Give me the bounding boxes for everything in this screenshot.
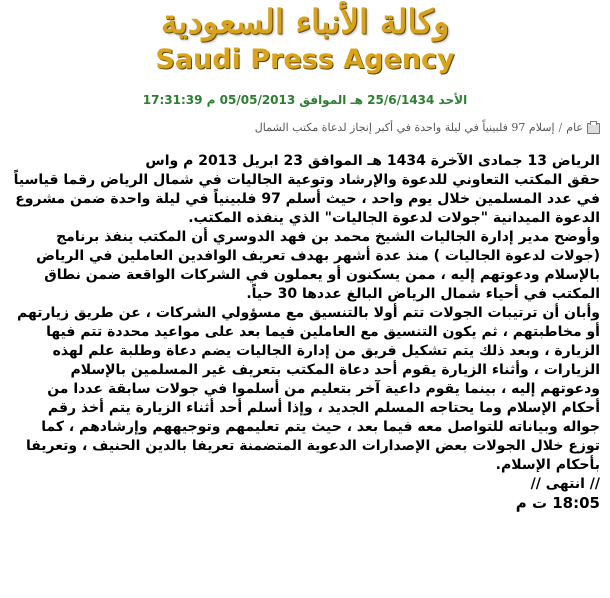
breadcrumb-headline: إسلام 97 فلبينياً في ليلة واحدة في أكبر إنجاز لدعاة مكتب الشمال bbox=[254, 121, 555, 134]
article-paragraph: وأبان أن ترتيبات الجولات تتم أولا بالتنسيق مع مسؤولي الشركات ، عن طريق زيارتهم أو مخاطبتهم ، ثم يكون التنسيق مع العاملين فيما بعد على مواعيد محددة تتم فيها الزيارة ، وبعد ذلك يتم تشكيل فريق من إدارة الجاليات يضم دعاة وطلبة علم لهذه الزيارات ، وأثناء الزيارة يقوم أحد دعاة المكتب بتعريف غير المسلمين بالإسلام ودعوتهم إليه ، بينما يقوم داعية آخر بتعليم من أسلموا في جولات سابقة عددا من أحكام الإسلام وما يحتاجه المسلم الجديد ، وإذا أسلم أحد أثناء الزيارة يتم أخذ رقم جواله وبياناته للتواصل معه فيما بعد ، حيث يتم تعليمهم وتوجيههم وإرشادهم ، كما توزع خلال الجولات بعض الإصدارات الدعوية المتضمنة تعريفا بالدين الحنيف ، وتعريفا بأحكام الإسلام. bbox=[16, 305, 600, 473]
breadcrumb bbox=[255, 120, 600, 136]
article-paragraph: وأوضح مدير إدارة الجاليات الشيخ محمد بن فهد الدوسري أن المكتب ينفذ برنامج (جولات لدعوة الجاليات ) منذ عدة أشهر بهدف تعريف الوافدين العاملين في الرياض بالإسلام ودعوتهم إليه ، ممن يسكنون أو يعملون في الشركات الواقعة ضمن نطاق المكتب في أحياء شمال الرياض البالغ عددها 30 حياً. bbox=[36, 229, 600, 302]
breadcrumb-separator: / bbox=[558, 121, 563, 134]
article-paragraph: الرياض 13 جمادى الآخرة 1434 هـ الموافق 23 ابريل 2013 م واس bbox=[145, 153, 600, 169]
article-paragraph: حقق المكتب التعاوني للدعوة والإرشاد وتوعية الجاليات في شمال الرياض رقما قياسياً في عدد المسلمين خلال يوم واحد ، حيث أسلم 97 فلبينياً في ليلة واحدة ضمن مشروع الدعوة الميدانية "جولات لدعوة الجاليات" الذي ينفذه المكتب. bbox=[13, 172, 600, 226]
breadcrumb-section[interactable]: عام bbox=[566, 121, 583, 134]
print-icon[interactable] bbox=[587, 123, 600, 134]
logo-arabic: وكالة الأنباء السعودية bbox=[160, 2, 450, 41]
time-stamp: 18:05 ت م bbox=[515, 494, 600, 512]
article-body bbox=[8, 152, 600, 513]
logo-english: Saudi Press Agency bbox=[155, 44, 455, 75]
end-marker: // انتهى // bbox=[530, 476, 600, 492]
dateline: الأحد 25/6/1434 هـ الموافق 05/05/2013 م 17:31:39 bbox=[142, 93, 468, 107]
